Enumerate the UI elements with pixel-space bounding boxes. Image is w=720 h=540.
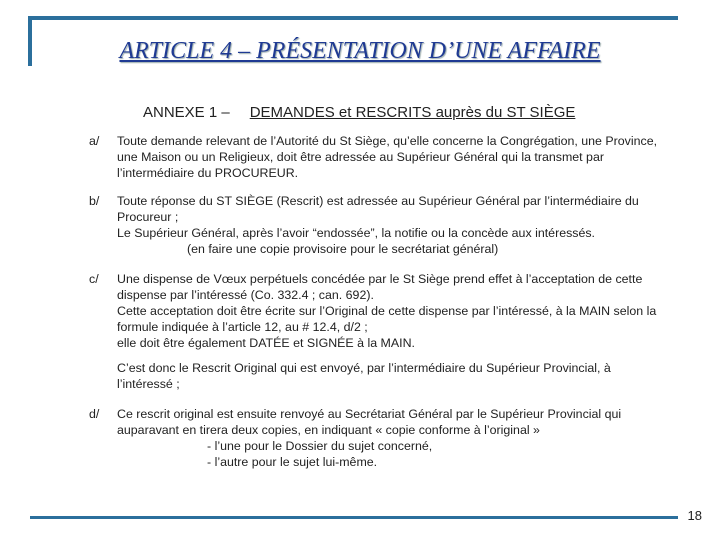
section-c-line: l’intéressé ; <box>117 377 180 391</box>
section-c-letter: c/ <box>89 272 99 286</box>
frame-top-rule <box>28 16 678 20</box>
annexe-title: DEMANDES et RESCRITS auprès du ST SIÈGE <box>249 104 576 121</box>
section-d-list-item: - l’une pour le Dossier du sujet concerné, <box>207 439 433 453</box>
section-d-line: auparavant en tirera deux copies, en indiquant « copie conforme à l’original » <box>117 423 540 437</box>
annexe-heading <box>143 104 575 121</box>
page-number: 18 <box>687 508 702 523</box>
section-c-line: elle doit être également DATÉE et SIGNÉE à la MAIN. <box>117 336 415 350</box>
section-d-list-item: - l’autre pour le sujet lui-même. <box>207 455 378 469</box>
section-b-line: Toute réponse du ST SIÈGE (Rescrit) est adressée au Supérieur Général par l’intermédiaire du <box>117 194 639 208</box>
annexe-prefix: ANNEXE 1 – <box>143 104 230 121</box>
section-c-line: C’est donc le Rescrit Original qui est envoyé, par l’intermédiaire du Supérieur Provincial, à <box>117 361 611 375</box>
section-c-line: Une dispense de Vœux perpétuels concédée par le St Siège prend effet à l’acceptation de cette <box>117 272 643 286</box>
section-b-line: Le Supérieur Général, après l’avoir “endossée”, la notifie ou la concède aux intéressés. <box>117 226 596 240</box>
frame-bottom-rule <box>30 516 678 519</box>
section-b-letter: b/ <box>89 194 100 208</box>
section-b-note: (en faire une copie provisoire pour le secrétariat général) <box>187 242 499 256</box>
section-d-line: Ce rescrit original est ensuite renvoyé au Secrétariat Général par le Supérieur Provincial qui <box>117 407 622 421</box>
section-d-letter: d/ <box>89 407 100 421</box>
section-c-line: Cette acceptation doit être écrite sur l’Original de cette dispense par l’intéressé, à la MAIN selon la <box>117 304 657 318</box>
section-a-line: l’intermédiaire du PROCUREUR. <box>117 166 299 180</box>
page-title: ARTICLE 4 – PRÉSENTATION D’UNE AFFAIRE <box>119 38 601 64</box>
section-b-line: Procureur ; <box>117 210 179 224</box>
section-c-line: formule indiquée à l’article 12, au # 12.4, d/2 ; <box>117 320 368 334</box>
section-a-line: une Maison ou un Religieux, doit être adressée au Supérieur Général qui la transmet par <box>117 150 604 164</box>
section-c-line: dispense par l’intéressé (Co. 332.4 ; can. 692). <box>117 288 374 302</box>
section-a-line: Toute demande relevant de l’Autorité du St Siège, qu’elle concerne la Congrégation, une Province, <box>117 134 658 148</box>
section-a-letter: a/ <box>89 134 100 148</box>
